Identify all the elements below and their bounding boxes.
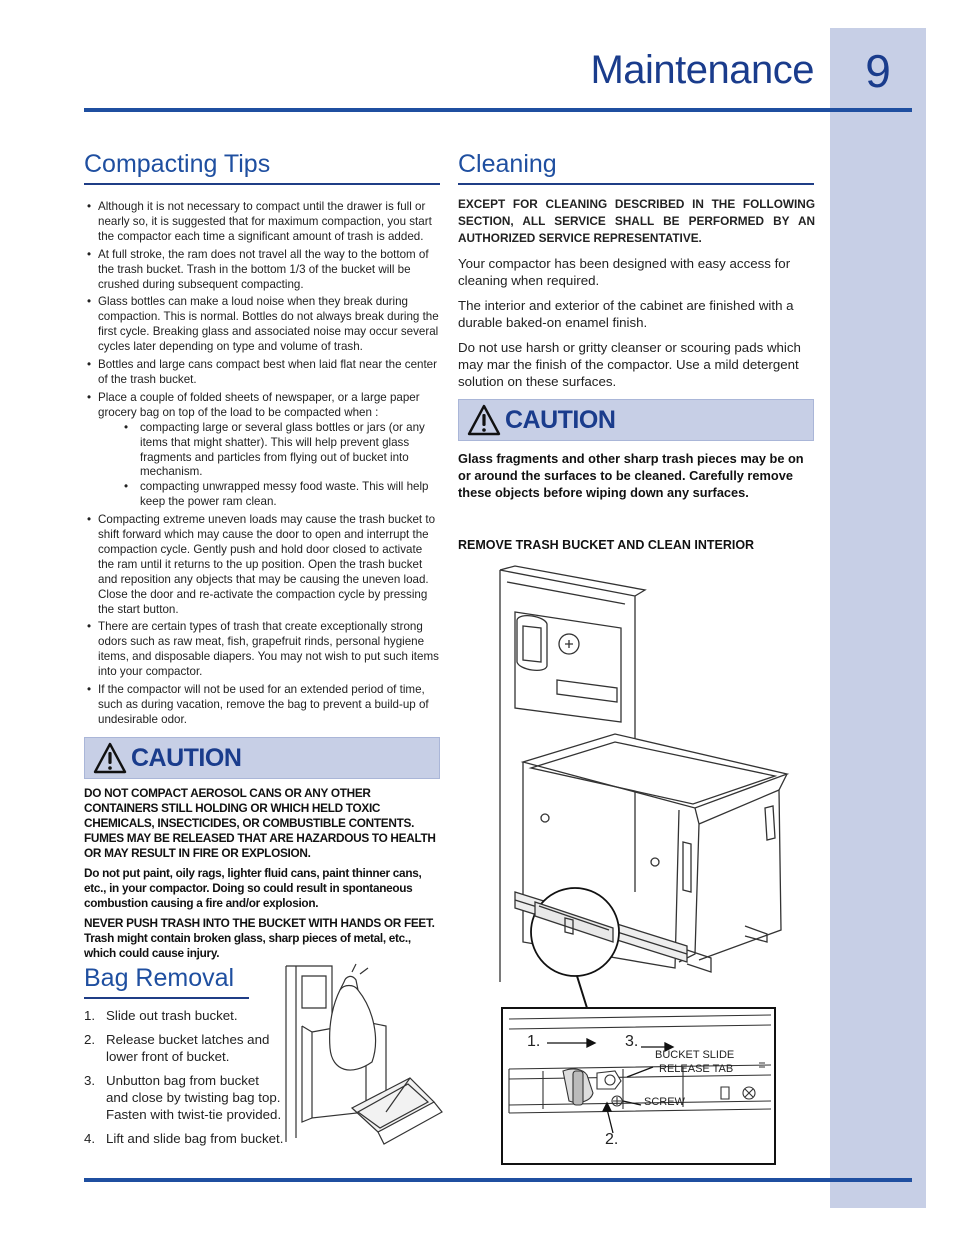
- step-item: [84, 1031, 284, 1065]
- step-item: [84, 1007, 284, 1024]
- side-tab: [830, 28, 926, 1208]
- tip-item: • If the compactor will not be used for an extended period of time, such as during vacation, remove the bag to prevent a build-up of undesirable odor.: [84, 683, 440, 728]
- page-number: 9: [865, 45, 891, 97]
- cleaning-paragraph: Your compactor has been designed with easy access for cleaning when required.: [458, 256, 791, 288]
- tip-item: [84, 391, 440, 510]
- step-text: Lift and slide bag from bucket.: [106, 1131, 284, 1146]
- tip-item: • Bottles and large cans compact best when laid flat near the center of the trash bucket.: [84, 358, 440, 388]
- header-rule: [84, 108, 912, 112]
- service-warning: EXCEPT FOR CLEANING DESCRIBED IN THE FOLLOWING SECTION, ALL SERVICE SHALL BE PERFORMED BY AN AUTHORIZED SERVICE REPRESENTATIVE.: [458, 197, 815, 245]
- caution-text-left: [84, 786, 440, 966]
- step-number: 4.: [84, 1131, 96, 1146]
- caution-paragraph: Do not put paint, oily rags, lighter fluid cans, paint thinner cans, etc., in your compactor. Doing so could result in spontaneous combustion causing a fire and/or explosion.: [84, 866, 422, 910]
- bag-removal-steps: [84, 1007, 284, 1154]
- step-text: Unbutton bag from bucket and close by twisting bag top. Fasten with twist-tie provided.: [106, 1073, 282, 1122]
- footer-rule: [84, 1178, 912, 1182]
- inset-step-1: 1.: [527, 1033, 541, 1050]
- step-text: Release bucket latches and lower front of bucket.: [106, 1032, 270, 1064]
- compacting-tips-heading: Compacting Tips: [84, 150, 440, 185]
- tab-label-line1: BUCKET SLIDE: [655, 1049, 735, 1061]
- tip-item: • At full stroke, the ram does not travel all the way to the bottom of the trash bucket. Trash in the bottom 1/3 of the bucket will be crushed during subsequent compacting.: [84, 248, 440, 293]
- slide-detail-drawing: [503, 1009, 774, 1163]
- step-number: 2.: [84, 1032, 96, 1047]
- cleaning-paragraph: The interior and exterior of the cabinet are finished with a durable baked-on enamel finish.: [458, 298, 794, 330]
- screw-label: SCREW: [644, 1096, 685, 1108]
- caution-banner-left: [84, 737, 440, 779]
- warning-triangle-icon: [467, 404, 501, 436]
- inset-step-3: 3.: [625, 1033, 639, 1050]
- warning-triangle-icon: [93, 742, 127, 774]
- tip-item: • Although it is not necessary to compact until the drawer is full or nearly so, it is suggested that for maximum compaction, you start the compactor each time a significant amount of trash is added.: [84, 200, 440, 245]
- tip-item: • Glass bottles can make a loud noise when they break during compaction. This is normal. Bottles do not always break during the first cycle. Breaking glass and associated noise may occur several cycles later depending on type and volume of trash.: [84, 295, 440, 355]
- tab-label-line2: RELEASE TAB: [659, 1063, 734, 1075]
- caution-paragraph: NEVER PUSH TRASH INTO THE BUCKET WITH HANDS OR FEET. Trash might contain broken glass, sharp pieces of metal, etc., which could cause injury.: [84, 916, 435, 960]
- tip-item-text: Place a couple of folded sheets of newspaper, or a large paper grocery bag on top of the load to be compacted when :: [98, 390, 420, 419]
- caution-label: CAUTION: [131, 743, 242, 772]
- cleaning-paragraph: Do not use harsh or gritty cleanser or scouring pads which may mar the finish of the compactor. Use a mild detergent solution on these surfaces.: [458, 340, 801, 389]
- remove-bucket-heading: REMOVE TRASH BUCKET AND CLEAN INTERIOR: [458, 538, 755, 552]
- tip-item: • Compacting extreme uneven loads may cause the trash bucket to shift forward which may cause the door to open and interrupt the compaction cycle. Gently push and hold door closed to activate the ram until it returns to the up position. Open the trash bucket and reposition any objects that may be causing the uneven load. Close the door and re-activate the compaction cycle by pressing the start button.: [84, 513, 440, 617]
- caution-banner-right: [458, 399, 814, 441]
- tip-subitem: • compacting unwrapped messy food waste. This will help keep the power ram clean.: [124, 480, 440, 510]
- inset-detail: [501, 1007, 776, 1165]
- step-number: 3.: [84, 1073, 96, 1088]
- caution-text-right: Glass fragments and other sharp trash pieces may be on or around the surfaces to be cleaned. Carefully remove these objects before wiping down any surfaces.: [458, 451, 804, 500]
- step-text: Slide out trash bucket.: [106, 1008, 238, 1023]
- step-item: [84, 1130, 284, 1147]
- inset-step-2: 2.: [605, 1131, 619, 1148]
- compactor-illustration: [495, 562, 795, 1012]
- step-number: 1.: [84, 1008, 96, 1023]
- page-title: Maintenance: [590, 48, 814, 92]
- caution-paragraph: DO NOT COMPACT AEROSOL CANS OR ANY OTHER CONTAINERS STILL HOLDING OR WHICH HELD TOXIC CHEMICALS, INSECTICIDES, OR COMBUSTIBLE CONTENTS. FUMES MAY BE RELEASED THAT ARE HAZARDOUS TO HEALTH OR MAY RESULT IN FIRE OR EXPLOSION.: [84, 786, 436, 860]
- step-item: [84, 1072, 284, 1123]
- tip-sublist: [124, 421, 440, 510]
- cleaning-body: [458, 196, 815, 398]
- tip-item: • There are certain types of trash that create exceptionally strong odors such as raw meat, fish, grapefruit rinds, personal hygiene items, and disposable diapers. You may not wish to put such items into your compactor.: [84, 620, 440, 680]
- bag-removal-illustration: [282, 962, 448, 1170]
- bag-removal-heading: Bag Removal: [84, 964, 249, 999]
- compacting-tips-list: [84, 200, 440, 731]
- caution-label: CAUTION: [505, 405, 616, 434]
- cleaning-heading: Cleaning: [458, 150, 814, 185]
- tip-subitem: • compacting large or several glass bottles or jars (or any items that might shatter). This will help prevent glass fragments and particles from flying out of bucket into mechanism.: [124, 421, 440, 481]
